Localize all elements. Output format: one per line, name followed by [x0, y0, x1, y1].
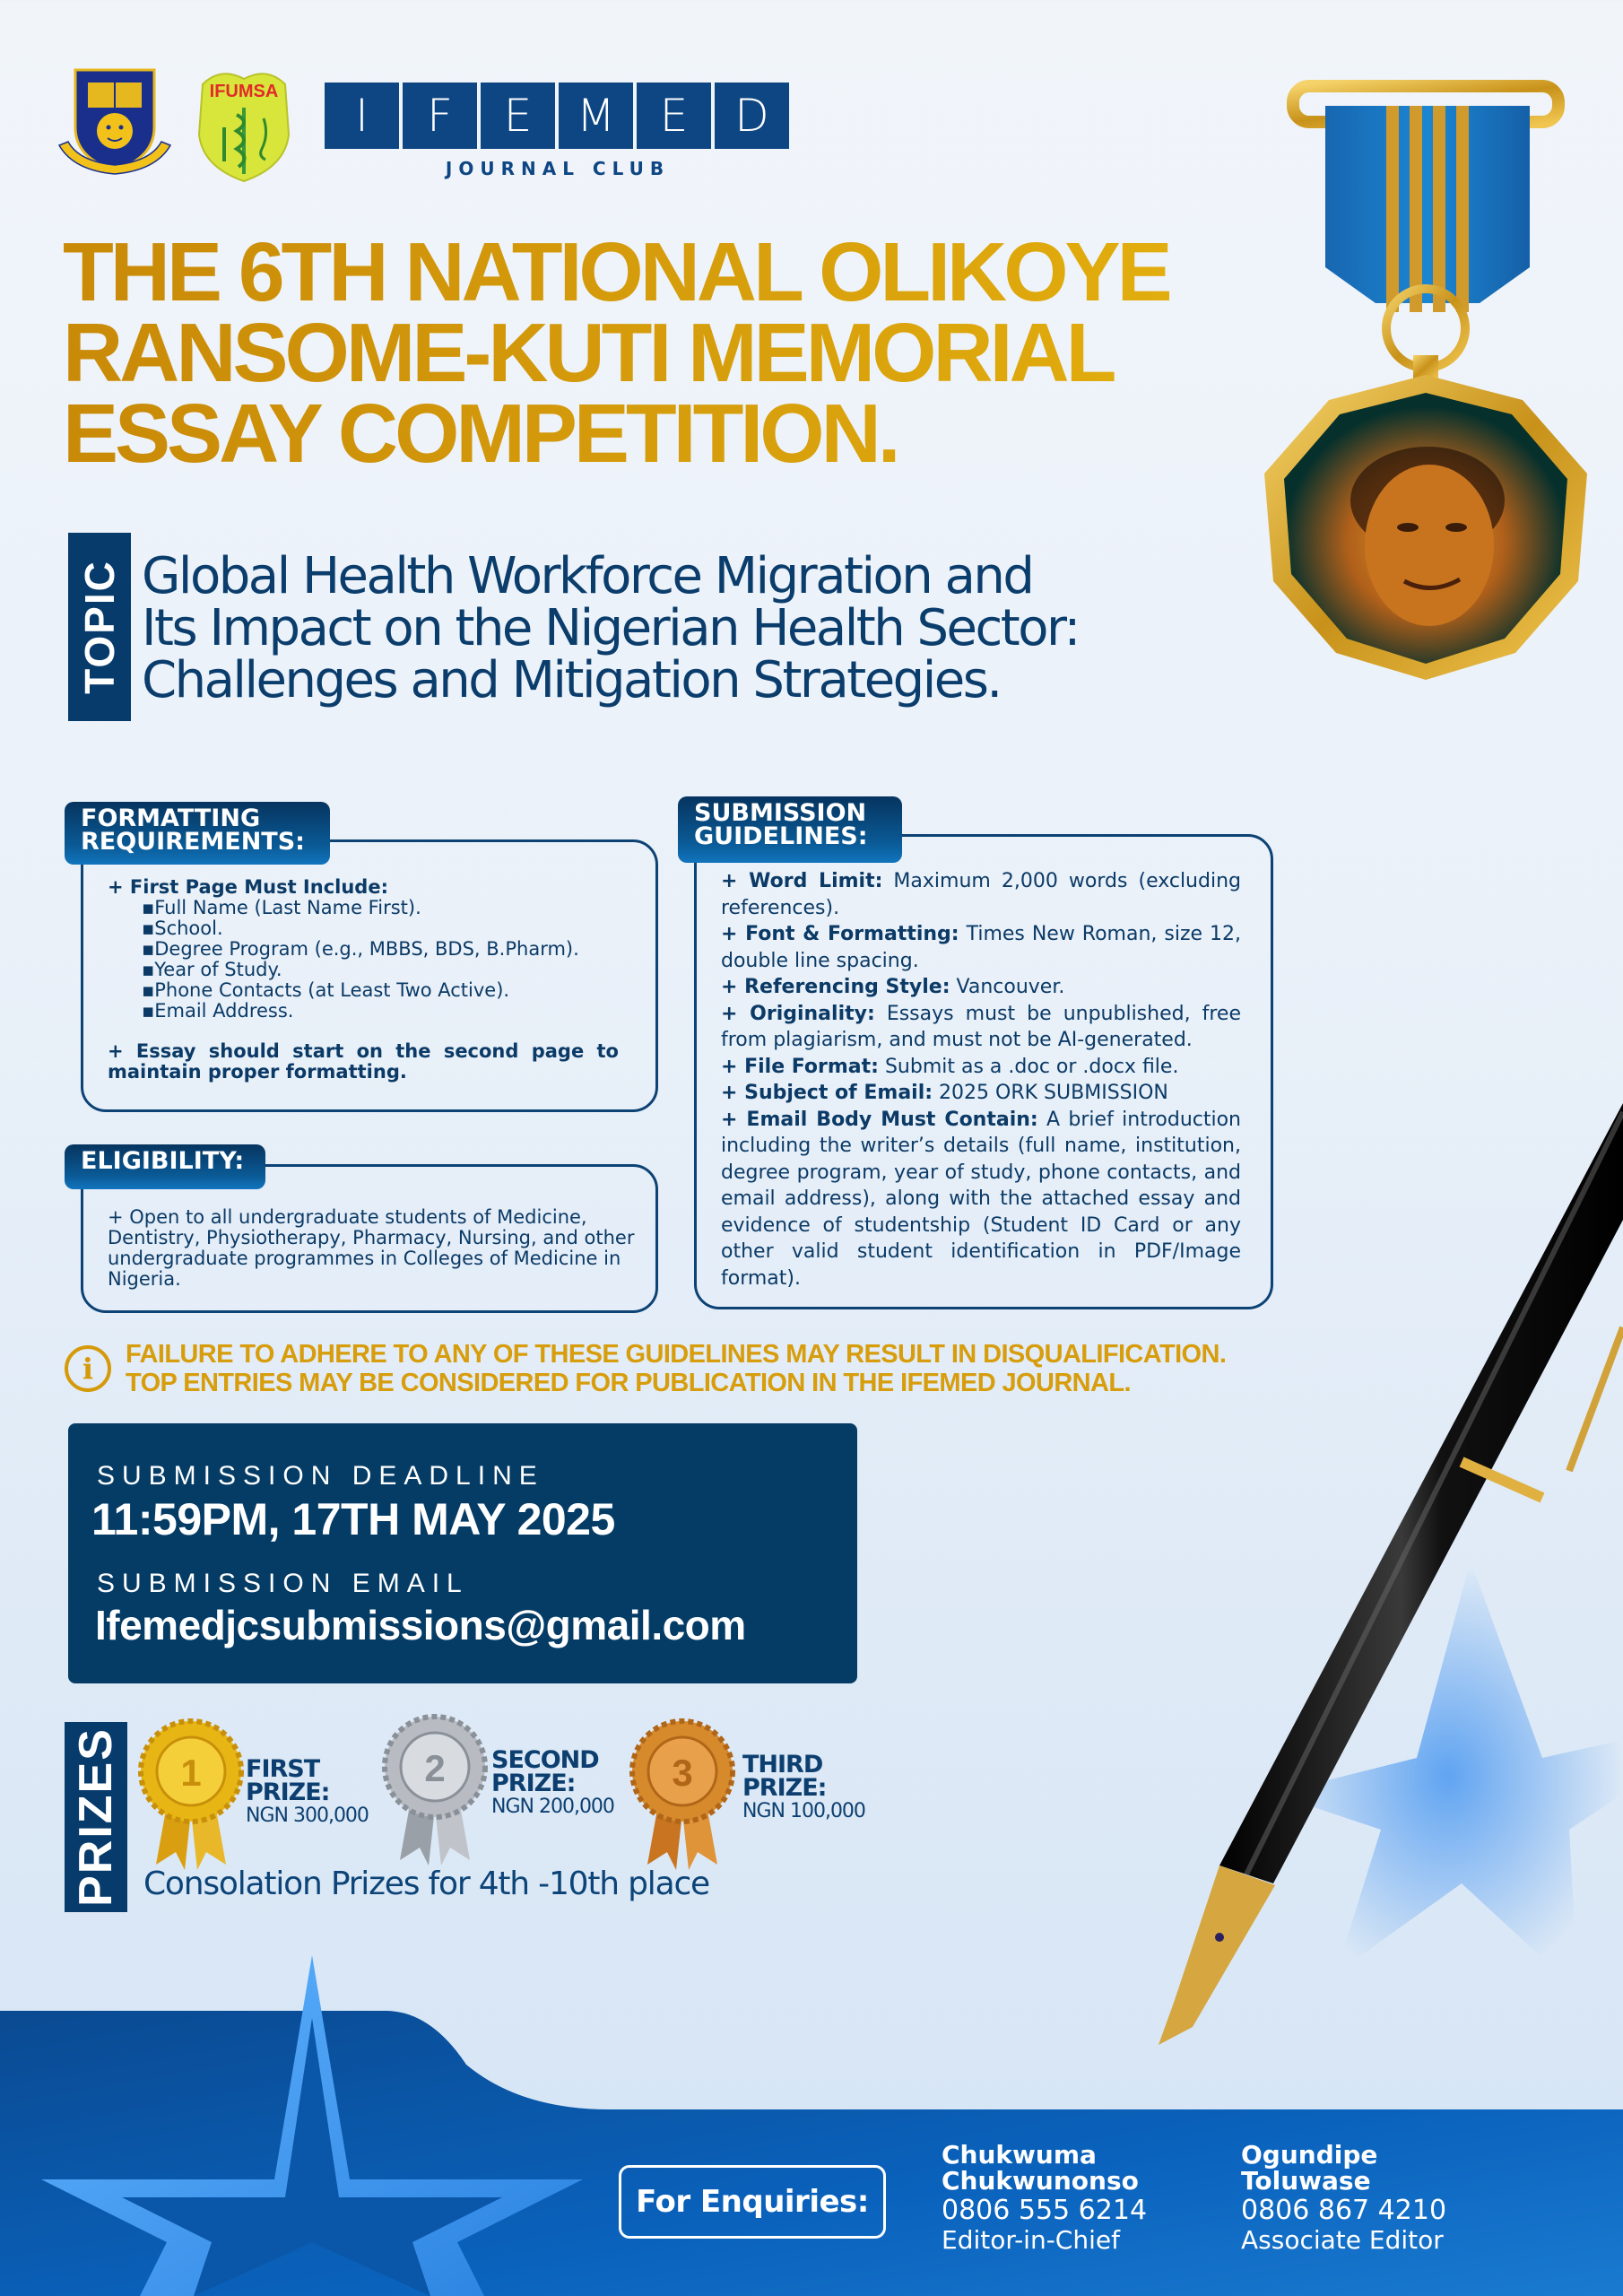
formatting-requirements-body	[108, 877, 619, 1083]
svg-text:IFUMSA: IFUMSA	[209, 82, 279, 101]
consolation-prizes-text: Consolation Prizes for 4th -10th place	[143, 1866, 709, 1902]
list-item: ▪Email Address.	[142, 1000, 294, 1022]
guideline-item: + Referencing Style: Vancouver.	[721, 976, 1065, 998]
submission-email-link[interactable]: Ifemedjcsubmissions@gmail.com	[95, 1602, 746, 1648]
contact-associate-editor: Ogundipe Toluwase 0806 867 4210 Associate Editor	[1241, 2140, 1447, 2255]
guideline-item: + Subject of Email: 2025 ORK SUBMISSION	[721, 1082, 1168, 1104]
third-prize-rosette-icon	[629, 1718, 735, 1874]
ifumsa-logo	[194, 63, 294, 185]
guideline-item: + File Format: Submit as a .doc or .docx file.	[721, 1055, 1179, 1078]
guideline-item: + Word Limit: Maximum 2,000 words (excluding references).	[721, 870, 1241, 919]
first-prize-rosette-icon	[138, 1718, 244, 1874]
deadline-label: SUBMISSION DEADLINE	[97, 1461, 544, 1491]
for-enquiries-button[interactable]: For Enquiries:	[619, 2165, 886, 2239]
contact-editor-in-chief: Chukwuma Chukwunonso 0806 555 6214 Editor-in-Chief	[942, 2140, 1148, 2255]
phone-number[interactable]: 0806 555 6214	[942, 2195, 1148, 2226]
list-item: ▪Phone Contacts (at Least Two Active).	[142, 979, 510, 1001]
star-decoration-icon	[36, 1955, 592, 2296]
deadline-value: 11:59PM, 17TH MAY 2025	[91, 1494, 615, 1544]
svg-text:2: 2	[424, 1747, 446, 1789]
topic-heading: Global Health Workforce Migration and Its Impact on the Nigerian Health Sector: Challenges and Mitigation Strategies.	[142, 547, 1079, 709]
competition-title: THE 6TH NATIONAL OLIKOYE RANSOME-KUTI MEMORIAL ESSAY COMPETITION.	[63, 231, 1255, 474]
guideline-item: + Originality: Essays must be unpublished, free from plagiarism, and must not be AI-generated.	[721, 1002, 1241, 1051]
svg-text:1: 1	[180, 1752, 202, 1794]
brand-letter: E	[481, 83, 555, 149]
first-prize-text: FIRST PRIZE: NGN 300,000	[246, 1755, 369, 1827]
brand-letter: I	[325, 83, 399, 149]
second-prize-text: SECOND PRIZE: NGN 200,000	[491, 1746, 614, 1818]
eligibility-tag: ELIGIBILITY:	[65, 1144, 265, 1189]
brand-letter: E	[637, 83, 711, 149]
brand-subtitle: JOURNAL CLUB	[445, 158, 671, 179]
list-item: ▪School.	[142, 918, 223, 939]
ifemed-brand-tiles	[325, 83, 789, 149]
svg-text:3: 3	[672, 1752, 693, 1794]
third-prize-text: THIRD PRIZE: NGN 100,000	[742, 1751, 865, 1822]
submission-guidelines-tag: SUBMISSION GUIDELINES:	[678, 796, 902, 863]
list-item: ▪Degree Program (e.g., MBBS, BDS, B.Pharm).	[142, 938, 579, 960]
second-prize-rosette-icon	[382, 1713, 488, 1870]
info-icon: i	[65, 1345, 111, 1392]
first-page-heading: + First Page Must Include:	[108, 876, 388, 898]
memorial-medal-image	[1237, 79, 1614, 931]
topic-label-bar: TOPIC	[68, 533, 131, 721]
list-item: ▪Year of Study.	[142, 959, 282, 980]
fountain-pen-image	[1040, 1076, 1623, 2117]
oau-crest-logo	[56, 65, 174, 178]
formatting-requirements-tag: FORMATTING REQUIREMENTS:	[65, 802, 330, 865]
guideline-item: + Font & Formatting: Times New Roman, size 12, double line spacing.	[721, 923, 1241, 972]
guideline-item: + Email Body Must Contain: A brief introduction including the writer’s details (full name, institution, degree program, year of study, phone contacts, and email address), along with the attached essay and evidence of studentship (Student ID Card or any other valid student identification in PDF/Image format).	[721, 1108, 1242, 1290]
phone-number[interactable]: 0806 867 4210	[1241, 2195, 1447, 2226]
deadline-panel	[68, 1423, 857, 1683]
list-item: ▪Full Name (Last Name First).	[142, 897, 421, 918]
second-page-note: + Essay should start on the second page to maintain proper formatting.	[108, 1040, 619, 1083]
disqualification-warning: FAILURE TO ADHERE TO ANY OF THESE GUIDELINES MAY RESULT IN DISQUALIFICATION. TOP ENTRIES MAY BE CONSIDERED FOR PUBLICATION IN THE IFEMED JOURNAL.	[126, 1340, 1227, 1397]
email-label: SUBMISSION EMAIL	[97, 1569, 469, 1598]
prizes-label-bar: PRIZES	[65, 1722, 127, 1912]
brand-letter: M	[559, 83, 633, 149]
eligibility-text: + Open to all undergraduate students of Medicine, Dentistry, Physiotherapy, Pharmacy, Nursing, and other undergraduate programmes in Colleges of Medicine in Nigeria.	[108, 1206, 635, 1290]
brand-letter: D	[715, 83, 789, 149]
brand-letter: F	[403, 83, 477, 149]
